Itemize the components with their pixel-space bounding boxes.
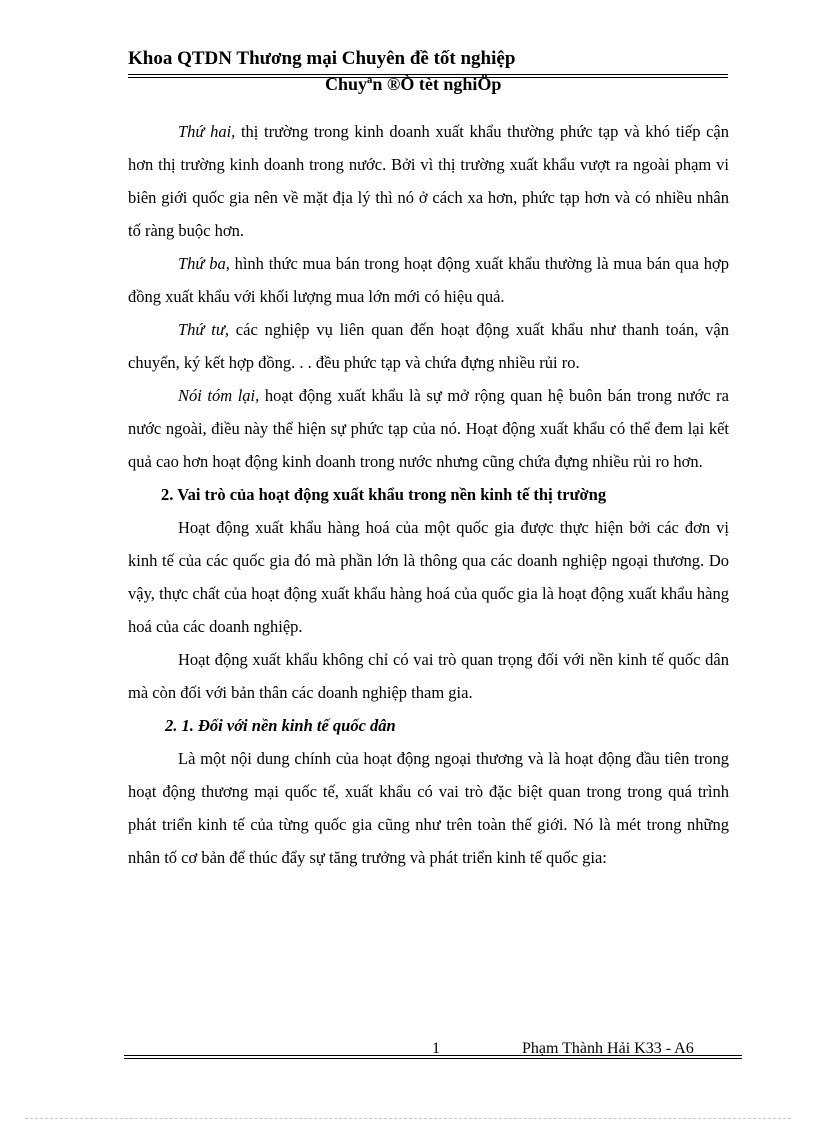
paragraph: Hoạt động xuất khẩu không chỉ có vai trò quan trọng đối với nền kinh tế quốc dân mà còn đối với bản thân các doanh nghiệp tham gia. xyxy=(128,650,729,702)
page-number: 1 xyxy=(432,1040,440,1057)
header-title: Khoa QTDN Thương mại Chuyên đề tốt nghiệp xyxy=(128,48,516,69)
section-heading: 2. Vai trò của hoạt động xuất khẩu trong nền kinh tế thị trường xyxy=(161,485,607,504)
paragraph-text: thị trường trong kinh doanh xuất khẩu thường phức tạp và khó tiếp cận hơn thị trường kinh doanh trong nước. Bởi vì thị trường xuất khẩu vượt ra ngoài phạm vi biên giới quốc gia nên về mặt địa lý thì nó ở cách xa hơn, phức tạp hơn và có nhiều nhân tố ràng buộc hơn. xyxy=(128,122,729,240)
paragraph-thu-ba xyxy=(128,247,729,313)
page-edge xyxy=(25,1118,791,1119)
paragraph-thu-tu xyxy=(128,313,729,379)
paragraph-text: hoạt động xuất khẩu là sự mở rộng quan hệ buôn bán trong nước ra nước ngoài, điều này thể hiện sự phức tạp của nó. Hoạt động xuất khẩu có thể đem lại kết quả cao hơn hoạt động kinh doanh trong nước nhưng cũng chứa đựng nhiều rủi ro hơn. xyxy=(128,386,729,471)
paragraph-lead: Thứ tư, xyxy=(178,320,229,339)
footer-rule-bottom xyxy=(124,1058,742,1059)
footer-author: Phạm Thành Hải K33 - A6 xyxy=(522,1040,694,1057)
paragraph-thu-hai xyxy=(128,115,729,247)
paragraph-lead: Thứ hai, xyxy=(178,122,236,141)
subsection-heading: 2. 1. Đối với nền kinh tế quốc dân xyxy=(165,716,396,735)
header-subtitle: Chuyªn ®Ò tèt nghiÖp xyxy=(325,74,502,94)
paragraph: Hoạt động xuất khẩu hàng hoá của một quốc gia được thực hiện bởi các đơn vị kinh tế của các quốc gia đó mà phần lớn là thông qua các doanh nghiệp ngoại thương. Do vậy, thực chất của hoạt động xuất khẩu hàng hoá của quốc gia là hoạt động xuất khẩu hàng hoá của các doanh nghiệp. xyxy=(128,518,729,636)
paragraph-lead: Thứ ba, xyxy=(178,254,230,273)
paragraph-noi-tom-lai xyxy=(128,379,729,478)
paragraph-lead: Nói tóm lại, xyxy=(178,386,260,405)
paragraph-text: hình thức mua bán trong hoạt động xuất khẩu thường là mua bán qua hợp đồng xuất khẩu với khối lượng mua lớn mới có hiệu quả. xyxy=(128,254,729,306)
paragraph: Là một nội dung chính của hoạt động ngoại thương và là hoạt động đầu tiên trong hoạt động thương mại quốc tế, xuất khẩu có vai trò đặc biệt quan trong trong quá trình phát triển kinh tế của từng quốc gia cũng như trên toàn thế giới. Nó là mét trong những nhân tố cơ bản để thúc đẩy sự tăng trưởng và phát triển kinh tế quốc gia: xyxy=(128,749,729,867)
document-body xyxy=(128,115,729,874)
paragraph-text: các nghiệp vụ liên quan đến hoạt động xuất khẩu như thanh toán, vận chuyển, ký kết hợp đồng. . . đều phức tạp và chứa đựng nhiều rủi ro. xyxy=(128,320,729,372)
